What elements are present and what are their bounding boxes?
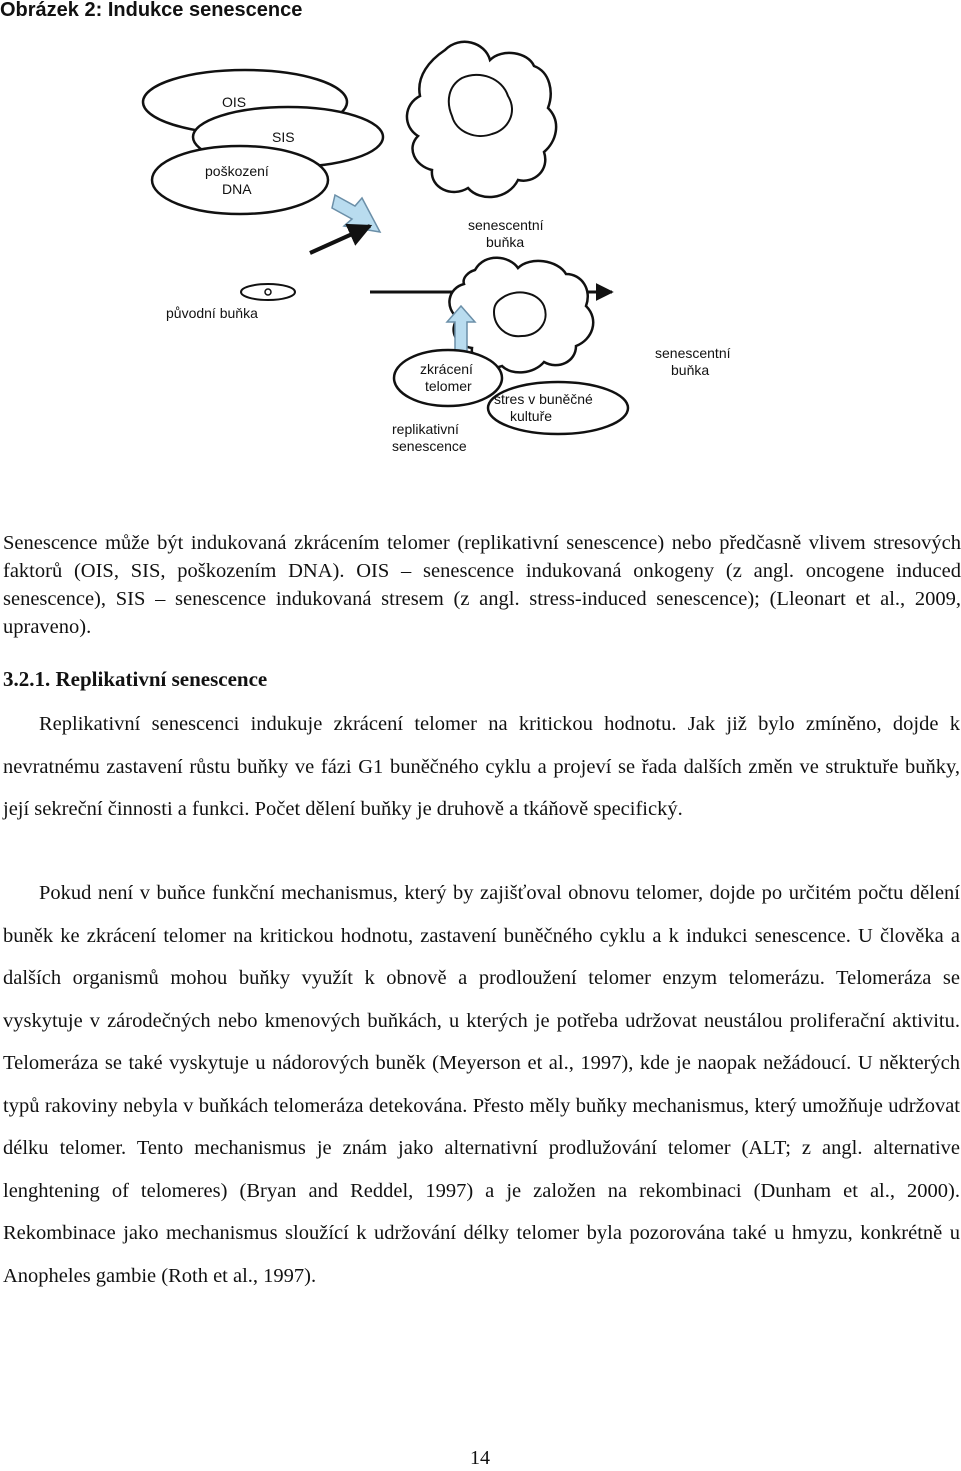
telomere-label-line-1: zkrácení [420,361,473,377]
telomere-shortening-ellipse [394,350,502,406]
paragraph-2: Pokud není v buňce funkční mechanismus, který by zajišťoval obnovu telomer, dojde po určitém počtu dělení buněk ke zkrácení telomer na kritickou hodnotu, zastavení buněčného cyklu a k indukci senescence. U člověka a dalších organismů mohou buňky využít k obnově a prodloužení telomer enzym telomerázu. Telomeráza se vyskytuje v zárodečných nebo kmenových buňkách, u kterých je potřeba udržovat neustálou proliferační aktivitu. Telomeráza se také vyskytuje u nádorových buněk (Meyerson et al., 1997), kde je naopak nežádoucí. U některých typů rakoviny nebyla v buňkách telomeráza detekována. Přesto měly buňky mechanismus, který umožňuje udržovat délku telomer. Tento mechanismus je znám jako alternativní prodlužování telomer (ALT; z angl. alternative lenghtening of telomeres) (Bryan and Reddel, 1997) a je založen na rekombinaci (Dunham et al., 2000). Rekombinace jako mechanismus sloužící k udržování délky telomer byla pozorována také u hmyzu, konkrétně u Anopheles gambie (Roth et al., 1997). [3,882,960,1287]
senescent-cell-top-label-2: buňka [486,234,525,250]
figure-caption: Senescence může být indukovaná zkrácením telomer (replikativní senescence) nebo předčasně vlivem stresových faktorů (OIS, SIS, poškozením DNA). OIS – senescence indukovaná onkogeny (z angl. oncogene induced senescence), SIS – senescence indukovaná stresem (z angl. stress-induced senescence); (Lleonart et al., 2009, upraveno). [3,532,961,638]
senescence-diagram [130,30,731,470]
culture-stress-ellipse [488,382,628,434]
senescent-cell-bottom-label-2: buňka [671,362,710,378]
sis-label: SIS [272,129,295,145]
section-heading: 3.2.1. Replikativní senescence [3,667,268,691]
dna-damage-label-line-2: DNA [222,181,252,197]
paragraph-1: Replikativní senescenci indukuje zkrácení telomer na kritickou hodnotu. Jak již bylo zmíněno, dojde k nevratnému zastavení růstu buňky ve fázi G1 buněčného cyklu a projeví se řada dalších změn ve struktuře buňky, její sekreční činnosti a funkci. Počet dělení buňky je druhově a tkáňově specifický. [3,713,960,820]
diagonal-arrow-icon [310,226,370,253]
original-cell-label: původní buňka [166,305,258,321]
stress-arrow-icon [332,195,380,232]
page-number: 14 [470,1447,490,1469]
figure-title: Obrázek 2: Indukce senescence [0,0,303,21]
senescent-cell-top [407,42,556,250]
ois-label: OIS [222,94,247,110]
telomere-label-line-2: telomer [425,378,472,394]
dna-damage-ellipse [152,146,328,214]
culture-stress-label-line-1: stres v buněčné [494,391,593,407]
original-cell [166,284,295,321]
dna-damage-label-line-1: poškození [205,163,269,179]
culture-stress-label-line-2: kultuře [510,408,553,424]
senescent-cell-bottom-label-1: senescentní [655,345,731,361]
senescent-cell-top-label-1: senescentní [468,217,544,233]
replicative-label-line-2: senescence [392,438,467,454]
replicative-label-line-1: replikativní [392,421,459,437]
